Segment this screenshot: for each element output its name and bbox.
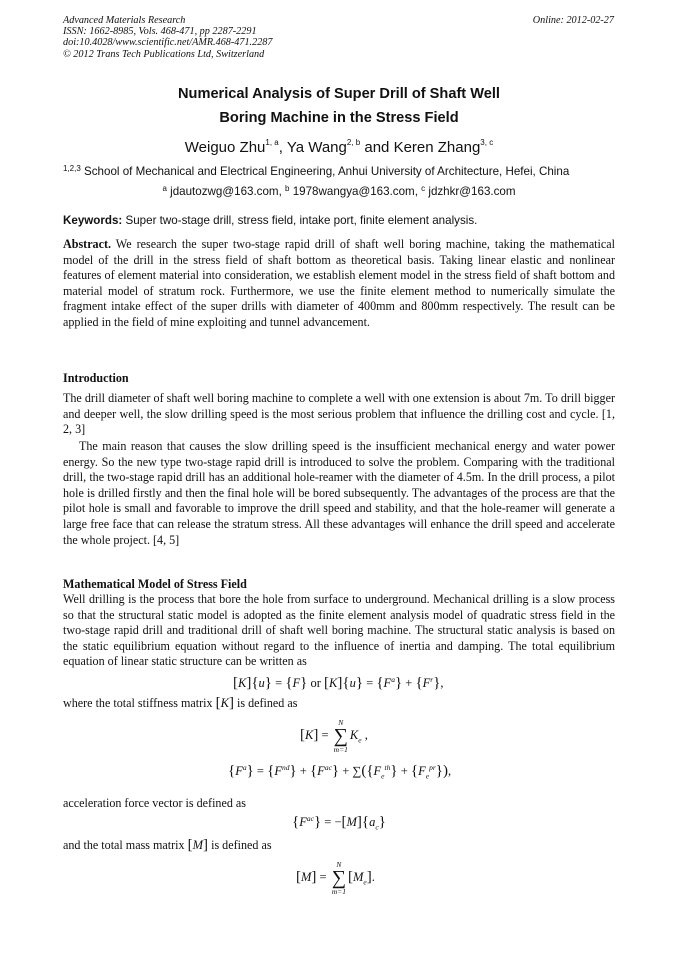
keywords-label: Keywords:	[63, 214, 123, 227]
section-heading-introduction: Introduction	[63, 371, 129, 385]
affiliation-text: School of Mechanical and Electrical Engineering, Anhui University of Architecture, Hefei, China	[80, 165, 570, 178]
issn-line: ISSN: 1662-8985, Vols. 468-471, pp 2287-2291	[63, 26, 257, 38]
journal-name: Advanced Materials Research	[63, 15, 186, 26]
email-b: 1978wangya@163.com,	[289, 185, 422, 198]
intro-paragraph-1: The drill diameter of shaft well boring machine to complete a well with one extension is about 7m. To drill bigger and deeper well, the slow drilling speed is the most serious problem that influence the drilling cost and cycle. [1, 2, 3]	[63, 391, 615, 437]
stiffness-text-post: is defined as	[236, 696, 298, 710]
author-emails	[0, 185, 678, 198]
keywords	[63, 214, 615, 227]
affiliation-marker: 1,2,3	[63, 164, 81, 173]
author-2-affil: 2, b	[346, 138, 361, 147]
author-separator: ,	[278, 139, 287, 156]
author-3: Keren Zhang	[393, 139, 481, 156]
author-list	[0, 139, 678, 156]
section-heading-model: Mathematical Model of Stress Field	[63, 577, 247, 591]
author-3-affil: 3, c	[480, 138, 494, 147]
title-line-1: Numerical Analysis of Super Drill of Shaft Well	[178, 86, 500, 102]
email-c: jdzhkr@163.com	[425, 185, 516, 198]
equation-stiffness-sum: [K] = N ∑ m=1 $K_e$ ,	[300, 718, 368, 754]
email-marker: c	[421, 184, 426, 193]
author-2: Ya Wang	[286, 139, 347, 156]
abstract-label: Abstract.	[63, 237, 112, 251]
mass-text: and the total mass matrix [M] is defined as	[63, 837, 272, 853]
email-marker: b	[285, 184, 290, 193]
copyright-line: © 2012 Trans Tech Publications Ltd, Switzerland	[63, 48, 265, 60]
equation-or: or	[310, 676, 321, 691]
abstract-text: We research the super two-stage rapid drill of shaft well boring machine, taking the mathematical model of the drill in the stress field of shaft bottom as theoretical basis. Taking linear elastic and nonlinear features of element material into consideration, we establish element model in the stress field of shaft bottom and material model of stratum rock. Furthermore, we use the finite element method to numerically simulate the fragment intake effect of the super drills with diameter of 400mm and 800mm respectively. The result can be applied in the field of mine exploiting and tunnel advancement.	[63, 237, 615, 329]
keywords-text: Super two-stage drill, stress field, intake port, finite element analysis.	[122, 214, 478, 227]
journal-meta	[63, 15, 272, 60]
equation-force-vector: $\{F^a\} = \{F^{nd}\} + \{F^{ac}\} + \sum(\{F_e^{th}\} + \{F_e^{pr}\})$,	[228, 763, 452, 781]
email-marker: a	[162, 184, 167, 193]
equation-acceleration: $\{F^{ac}\} = -[M]\{a_c\}$	[292, 814, 386, 832]
equation-equilibrium: [K]{u} = {F} or $[K]\{u\} = \{F^a\} + \{F^r\}$,	[233, 675, 444, 692]
author-1: Weiguo Zhu	[184, 139, 266, 156]
model-paragraph: Well drilling is the process that bore the hole from surface to underground. Mechanical drilling is a slow process so that the structural static model is adopted as the finite element analysis model of quadratic stress field in the two-stage rapid drill and traditional drill of shaft well boring machine. The structural static analysis is based on the static equilibrium equation without regard to the influence of inertia and damping. The total equilibrium equation of linear static structure can be written as	[63, 592, 615, 669]
author-separator: and	[360, 139, 394, 156]
mass-text-post: is defined as	[211, 838, 272, 852]
abstract	[63, 237, 615, 331]
equation-mass-sum: [M] = N ∑ m=1 $[M_e]$.	[296, 860, 375, 896]
acceleration-text: acceleration force vector is defined as	[63, 796, 246, 810]
affiliation	[63, 165, 615, 178]
doi-line: doi:10.4028/www.scientific.net/AMR.468-471.2287	[63, 37, 273, 49]
intro-paragraph-2: The main reason that causes the slow drilling speed is the insufficient mechanical energy and water power energy. So the new type two-stage rapid drill is introduced to solve the problem. Comparing with the traditional drill, the two-stage rapid drill has an additional hole-reamer with the diameter of 4.5m. In the drill process, a pilot hole is drilled firstly and then the final hole will be bored subsequently. The advantages of the process are that the pilot hole is small and favorable to improve the drill speed and stability, and that the hole-reamer will generate a large free face that can release the stratum stress. All these advantages will enhance the drill speed and accelerate the whole project. [4, 5]	[63, 439, 615, 547]
paper-title	[0, 82, 678, 130]
title-line-2: Boring Machine in the Stress Field	[219, 110, 459, 126]
stiffness-text-pre: where the total stiffness matrix	[63, 696, 213, 710]
email-a: jdautozwg@163.com,	[166, 185, 286, 198]
mass-text-pre: and the total mass matrix	[63, 838, 185, 852]
author-1-affil: 1, a	[265, 138, 279, 147]
stiffness-text: where the total stiffness matrix [K] is defined as	[63, 695, 298, 711]
online-date: Online: 2012-02-27	[532, 15, 614, 26]
